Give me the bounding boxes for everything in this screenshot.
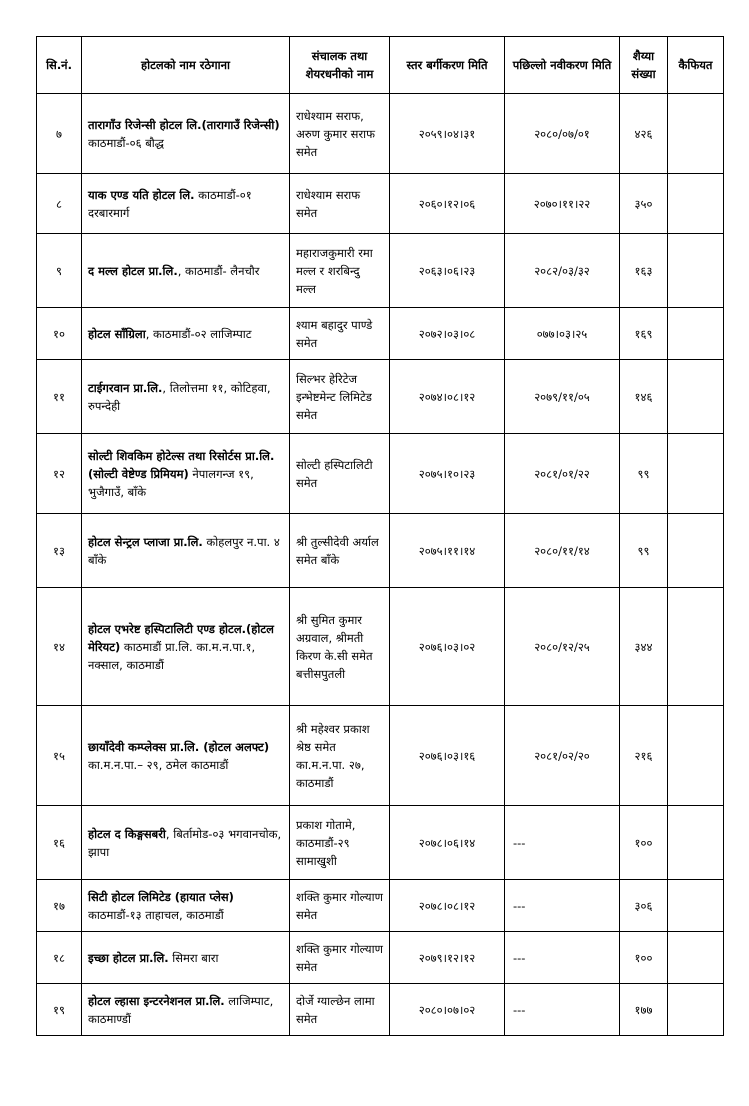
row-renewal-date: ०७७।०३।२५ [505, 308, 620, 360]
row-renewal-date: २०८१/०२/२० [505, 706, 620, 806]
row-remarks [668, 706, 724, 806]
hotel-address: , तिलोत्तमा ११, कोटिहवा, रुपन्देही [88, 380, 271, 413]
row-beds: १०० [620, 806, 668, 880]
hotel-name: द मल्ल होटल प्रा.लि. [88, 263, 178, 278]
row-beds: २१६ [620, 706, 668, 806]
row-remarks [668, 234, 724, 308]
row-grading-date: २०५९।०४।३१ [390, 94, 505, 174]
row-renewal-date: --- [505, 880, 620, 932]
row-owner: शक्ति कुमार गोल्याण समेत [290, 880, 390, 932]
hotel-address: नेपालगन्ज १९, भुजैगाउँ, बाँके [88, 466, 254, 499]
table-row [37, 434, 724, 514]
row-owner: शक्ति कुमार गोल्याण समेत [290, 932, 390, 984]
row-beds: १०० [620, 932, 668, 984]
row-hotel [82, 434, 290, 514]
table-row [37, 706, 724, 806]
table-row [37, 806, 724, 880]
row-remarks [668, 932, 724, 984]
hotel-name: इच्छा होटल प्रा.लि. [88, 950, 169, 965]
row-owner: श्री महेश्वर प्रकाश श्रेष्ठ समेत का.म.न.पा. २७, काठमाडौं [290, 706, 390, 806]
row-beds: १६९ [620, 308, 668, 360]
header-renewal-date: पछिल्लो नवीकरण मिति [505, 37, 620, 94]
row-renewal-date: २०७९/११/०५ [505, 360, 620, 434]
row-remarks [668, 984, 724, 1036]
row-hotel [82, 932, 290, 984]
hotel-name: सिटी होटल लिमिटेड (हायात प्लेस) [88, 889, 234, 904]
table-row [37, 880, 724, 932]
row-sn: १४ [37, 588, 82, 706]
header-beds: शैय्या संख्या [620, 37, 668, 94]
row-renewal-date: २०७०।११।२२ [505, 174, 620, 234]
row-renewal-date: २०८०/०७/०१ [505, 94, 620, 174]
row-grading-date: २०७९।१२।१२ [390, 932, 505, 984]
hotel-name: छायाँदेवी कम्प्लेक्स प्रा.लि. (होटल अलफ्ट) [88, 739, 270, 754]
row-sn: १८ [37, 932, 82, 984]
hotel-address: , काठमाडौं- लैनचौर [177, 263, 260, 278]
hotel-name: होटल सेन्ट्रल प्लाजा प्रा.लि. [88, 534, 203, 549]
row-hotel [82, 706, 290, 806]
table-row [37, 588, 724, 706]
hotel-name: होटल एभरेष्ट हस्पिटालिटी एण्ड होटल.(होटल मेरियट) [88, 621, 274, 654]
row-sn: १५ [37, 706, 82, 806]
row-sn: १९ [37, 984, 82, 1036]
row-sn: ७ [37, 94, 82, 174]
row-renewal-date: २०८२/०३/३२ [505, 234, 620, 308]
hotel-address: काठमाडौं प्रा.लि. का.म.न.पा.१, नक्साल, काठमाडौं [88, 639, 256, 672]
row-grading-date: २०८०।०७।०२ [390, 984, 505, 1036]
row-owner: प्रकाश गोतामे, काठमाडौं-२९ सामाखुशी [290, 806, 390, 880]
row-sn: १६ [37, 806, 82, 880]
row-renewal-date: --- [505, 806, 620, 880]
row-grading-date: २०६०।१२।०६ [390, 174, 505, 234]
table-row [37, 308, 724, 360]
row-hotel [82, 234, 290, 308]
row-remarks [668, 360, 724, 434]
row-grading-date: २०६३।०६।२३ [390, 234, 505, 308]
hotel-address: का.म.न.पा.– २९, ठमेल काठमाडौं [88, 757, 229, 772]
row-grading-date: २०७४।०८।१२ [390, 360, 505, 434]
table-row [37, 174, 724, 234]
row-hotel [82, 360, 290, 434]
row-sn: १३ [37, 514, 82, 588]
row-owner: दोर्जे ग्याल्छेन लामा समेत [290, 984, 390, 1036]
row-sn: ८ [37, 174, 82, 234]
row-sn: ११ [37, 360, 82, 434]
row-grading-date: २०७२।०३।०८ [390, 308, 505, 360]
row-hotel [82, 806, 290, 880]
hotel-name: होटल ल्हासा इन्टरनेशनल प्रा.लि. [88, 993, 225, 1008]
row-beds: ९९ [620, 514, 668, 588]
row-sn: १२ [37, 434, 82, 514]
row-owner: राधेश्याम सराफ, अरुण कुमार सराफ समेत [290, 94, 390, 174]
hotel-address: काठमाडौं-१३ ताहाचल, काठमाडौं [88, 907, 224, 922]
hotel-name: होटल द किङ्गसबरी [88, 826, 166, 841]
row-beds: १७७ [620, 984, 668, 1036]
hotel-name: टाईगरवान प्रा.लि. [88, 380, 163, 395]
hotel-address: लाजिम्पाट, काठमाण्डौं [88, 993, 274, 1026]
row-grading-date: २०७५।११।१४ [390, 514, 505, 588]
hotel-name: तारागाँउ रिजेन्सी होटल लि.(तारागाउँ रिजेन्सी) [88, 117, 280, 132]
row-beds: ४२६ [620, 94, 668, 174]
header-grading-date: स्तर बर्गीकरण मिति [390, 37, 505, 94]
row-beds: १६३ [620, 234, 668, 308]
row-owner: सिल्भर हेरिटेज इन्भेष्टमेन्ट लिमिटेड समेत [290, 360, 390, 434]
row-owner: राधेश्याम सराफ समेत [290, 174, 390, 234]
row-hotel [82, 588, 290, 706]
hotel-address: , बिर्तामोड-०३ भगवानचोक, झापा [88, 826, 282, 859]
row-beds: ३०६ [620, 880, 668, 932]
row-hotel [82, 514, 290, 588]
row-beds: १४६ [620, 360, 668, 434]
row-renewal-date: --- [505, 984, 620, 1036]
row-remarks [668, 588, 724, 706]
row-hotel [82, 308, 290, 360]
row-grading-date: २०७८।०८।१२ [390, 880, 505, 932]
row-renewal-date: २०८०/१२/२५ [505, 588, 620, 706]
row-renewal-date: --- [505, 932, 620, 984]
table-row [37, 514, 724, 588]
row-remarks [668, 174, 724, 234]
hotel-name: सोल्टी शिवकिम होटेल्स तथा रिसोर्टस प्रा.लि.(सोल्टी वेष्टेण्ड प्रिमियम) [88, 448, 275, 481]
hotel-address: सिमरा बारा [168, 950, 219, 965]
row-hotel [82, 174, 290, 234]
hotel-name: होटल साँग्रिला [88, 326, 146, 341]
hotel-address: काठमाडौं-०६ बौद्ध [88, 135, 164, 150]
row-remarks [668, 308, 724, 360]
row-grading-date: २०७६।०३।१६ [390, 706, 505, 806]
hotel-address: , काठमाडौं-०२ लाजिम्पाट [145, 326, 252, 341]
table-row [37, 932, 724, 984]
row-remarks [668, 514, 724, 588]
table-row [37, 94, 724, 174]
row-remarks [668, 94, 724, 174]
header-owner: संचालक तथा शेयरधनीको नाम [290, 37, 390, 94]
row-owner: श्याम बहादुर पाण्डे समेत [290, 308, 390, 360]
hotel-address: कोहलपुर न.पा. ४ बाँके [88, 534, 280, 567]
hotel-address: काठमाडौं-०१ दरबारमार्ग [88, 187, 252, 220]
row-owner: महाराजकुमारी रमा मल्ल र शरबिन्दु मल्ल [290, 234, 390, 308]
row-beds: ३४४ [620, 588, 668, 706]
hotel-table [36, 36, 724, 1036]
row-beds: ९९ [620, 434, 668, 514]
row-hotel [82, 94, 290, 174]
row-grading-date: २०७६।०३।०२ [390, 588, 505, 706]
row-hotel [82, 984, 290, 1036]
row-hotel [82, 880, 290, 932]
row-renewal-date: २०८१/०१/२२ [505, 434, 620, 514]
header-sn: सि.नं. [37, 37, 82, 94]
row-sn: १७ [37, 880, 82, 932]
table-row [37, 360, 724, 434]
row-renewal-date: २०८०/११/१४ [505, 514, 620, 588]
row-remarks [668, 806, 724, 880]
hotel-name: याक एण्ड यति होटल लि. [88, 187, 195, 202]
row-owner: श्री तुल्सीदेवी अर्याल समेत बाँके [290, 514, 390, 588]
row-sn: १० [37, 308, 82, 360]
row-owner: श्री सुमित कुमार अग्रवाल, श्रीमती किरण के.सी समेत बत्तीसपुतली [290, 588, 390, 706]
row-sn: ९ [37, 234, 82, 308]
row-grading-date: २०७८।०६।१४ [390, 806, 505, 880]
row-owner: सोल्टी हस्पिटालिटी समेत [290, 434, 390, 514]
row-remarks [668, 434, 724, 514]
row-grading-date: २०७५।१०।२३ [390, 434, 505, 514]
header-hotel: होटलको नाम रठेगाना [82, 37, 290, 94]
table-row [37, 984, 724, 1036]
row-beds: ३५० [620, 174, 668, 234]
table-row [37, 234, 724, 308]
header-remarks: कैफियत [668, 37, 724, 94]
row-remarks [668, 880, 724, 932]
header-row [37, 37, 724, 94]
